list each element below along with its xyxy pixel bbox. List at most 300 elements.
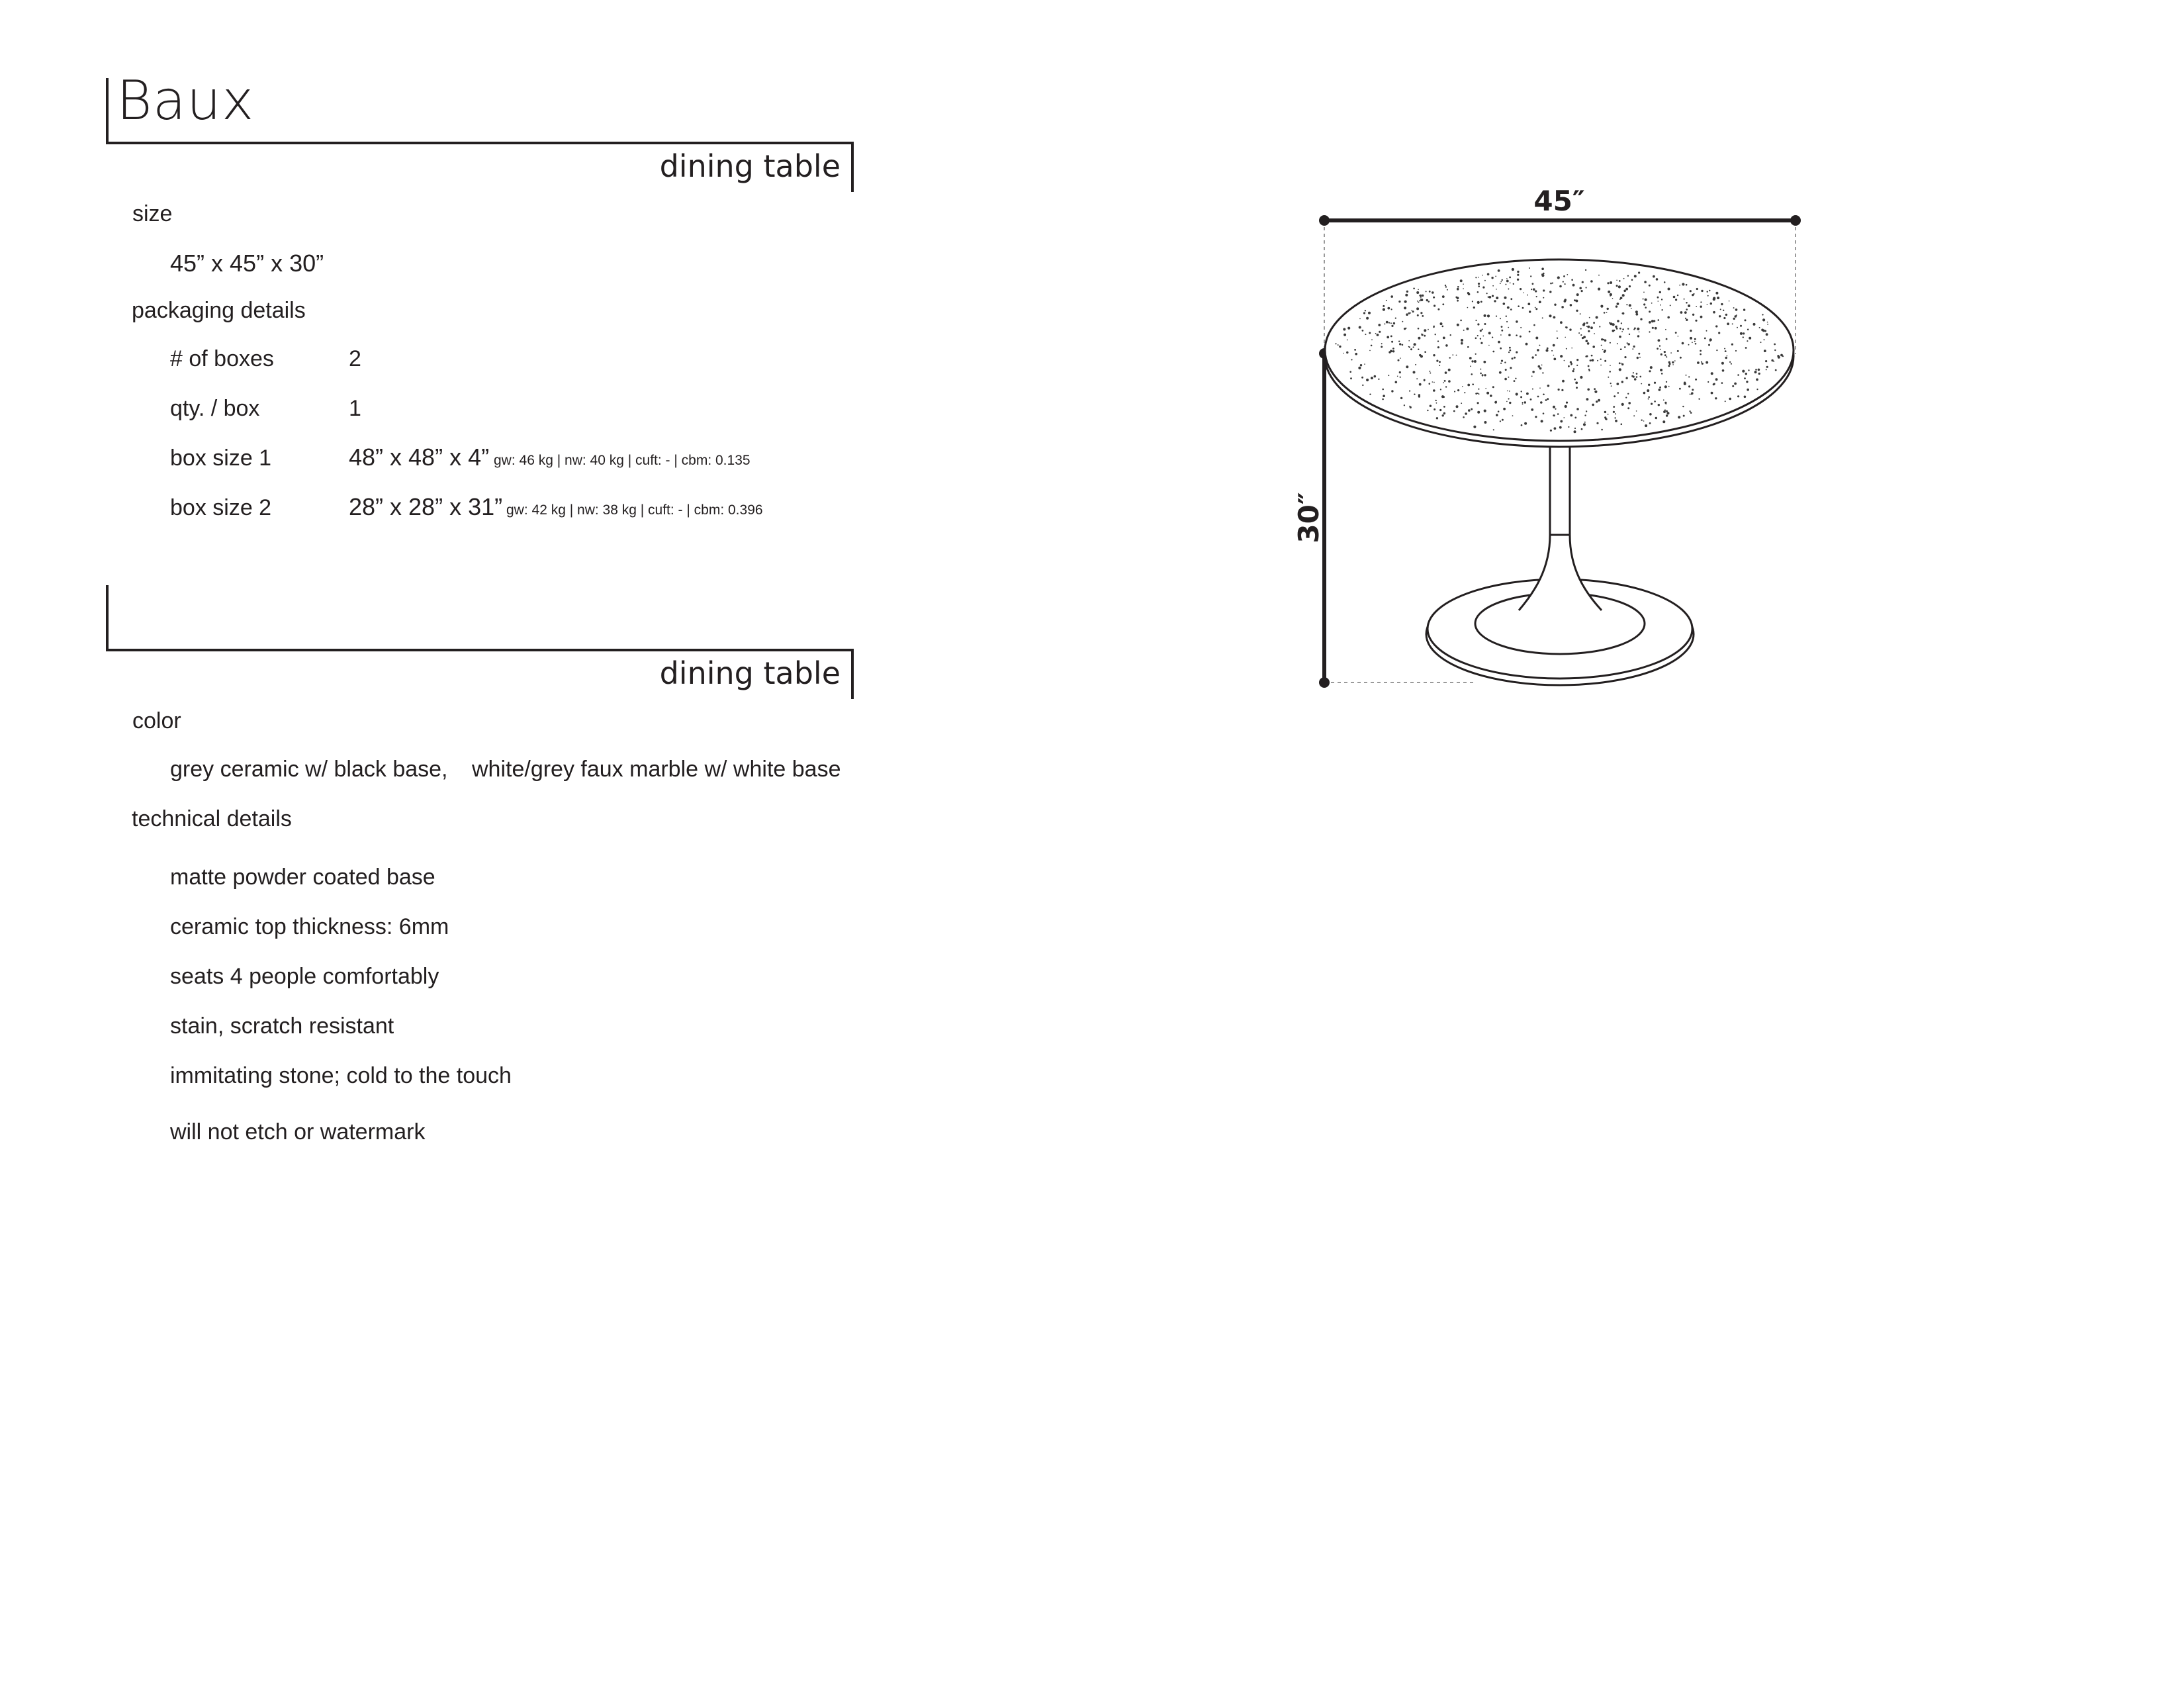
stone-speckle [1609, 371, 1611, 373]
stone-speckle [1494, 300, 1496, 302]
stone-speckle [1608, 291, 1610, 293]
stone-speckle [1508, 327, 1509, 328]
stone-speckle [1531, 289, 1532, 290]
stone-speckle [1613, 406, 1615, 408]
stone-speckle [1682, 406, 1684, 407]
stone-speckle [1413, 371, 1416, 373]
stone-speckle [1735, 350, 1737, 352]
stone-speckle [1557, 330, 1558, 332]
stone-speckle [1743, 336, 1744, 338]
technical-heading: technical details [132, 806, 292, 831]
stone-speckle [1484, 314, 1486, 317]
stone-speckle [1564, 300, 1567, 303]
stone-speckle [1701, 290, 1703, 292]
stone-speckle [1615, 413, 1616, 414]
stone-speckle [1479, 393, 1480, 395]
stone-speckle [1661, 373, 1663, 375]
stone-speckle [1649, 422, 1651, 424]
stone-speckle [1670, 352, 1672, 353]
stone-speckle [1685, 318, 1686, 319]
stone-speckle [1655, 417, 1657, 419]
stone-speckle [1415, 364, 1416, 365]
stone-speckle [1557, 276, 1560, 279]
stone-speckle [1541, 274, 1544, 277]
stone-speckle [1510, 308, 1512, 310]
stone-speckle [1530, 275, 1531, 277]
stone-speckle [1542, 317, 1543, 318]
stone-speckle [1484, 280, 1486, 281]
stone-speckle [1546, 350, 1549, 352]
stone-speckle [1445, 371, 1447, 374]
stone-speckle [1484, 374, 1486, 376]
stone-speckle [1641, 420, 1643, 421]
stone-speckle [1780, 354, 1783, 357]
stone-speckle [1391, 308, 1392, 310]
stone-speckle [1433, 382, 1435, 383]
stone-speckle [1614, 330, 1615, 331]
stone-speckle [1651, 303, 1653, 304]
stone-speckle [1672, 364, 1674, 365]
stone-speckle [1625, 397, 1627, 399]
stone-speckle [1529, 267, 1530, 269]
stone-speckle [1339, 346, 1341, 348]
stone-speckle [1731, 363, 1732, 365]
stone-speckle [1588, 365, 1590, 367]
size-value: 45” x 45” x 30” [170, 250, 324, 277]
stone-speckle [1500, 363, 1502, 364]
stone-speckle [1378, 324, 1381, 326]
stone-speckle [1564, 360, 1565, 361]
stone-speckle [1395, 381, 1398, 384]
stone-speckle [1418, 328, 1420, 330]
stone-speckle [1461, 342, 1463, 345]
stone-speckle [1643, 420, 1645, 422]
stone-speckle [1658, 301, 1659, 302]
stone-speckle [1429, 383, 1431, 385]
stone-speckle [1496, 297, 1498, 299]
stone-speckle [1567, 274, 1568, 275]
stone-speckle [1622, 312, 1624, 314]
stone-speckle [1457, 286, 1459, 288]
stone-speckle [1453, 410, 1455, 412]
stone-speckle [1717, 297, 1719, 299]
stone-speckle [1553, 355, 1555, 356]
stone-speckle [1419, 354, 1421, 356]
stone-speckle [1419, 300, 1420, 301]
box-size-2-details: gw: 42 kg | nw: 38 kg | cuft: - | cbm: 0.396 [506, 502, 763, 518]
height-dimension-label: 30″ [1293, 492, 1325, 543]
stone-speckle [1576, 293, 1579, 296]
stone-speckle [1501, 326, 1503, 328]
stone-speckle [1621, 331, 1623, 332]
stone-speckle [1694, 341, 1696, 342]
stone-speckle [1570, 361, 1572, 363]
stone-speckle [1607, 282, 1609, 284]
stone-speckle [1637, 328, 1639, 330]
stone-speckle [1619, 280, 1621, 282]
stone-speckle [1433, 354, 1435, 356]
stone-speckle [1433, 297, 1435, 299]
stone-speckle [1724, 348, 1725, 350]
stone-speckle [1707, 291, 1708, 293]
stone-speckle [1734, 383, 1737, 385]
stone-speckle [1543, 297, 1544, 299]
stone-speckle [1420, 312, 1422, 314]
stone-speckle [1649, 331, 1650, 332]
stone-speckle [1586, 355, 1588, 357]
stone-speckle [1698, 399, 1700, 400]
stone-speckle [1553, 358, 1556, 361]
stone-speckle [1473, 426, 1476, 428]
stone-speckle [1477, 402, 1479, 404]
stone-speckle [1582, 337, 1584, 339]
stone-speckle [1500, 348, 1502, 350]
stone-speckle [1535, 290, 1537, 292]
stone-speckle [1666, 338, 1668, 340]
stone-speckle [1766, 333, 1768, 336]
stone-speckle [1473, 306, 1475, 308]
stone-speckle [1477, 393, 1479, 394]
stone-speckle [1758, 373, 1760, 375]
stone-speckle [1616, 280, 1617, 281]
stone-speckle [1470, 365, 1471, 367]
stone-speckle [1405, 294, 1408, 297]
stone-speckle [1647, 389, 1649, 392]
stone-speckle [1611, 385, 1612, 387]
stone-speckle [1542, 372, 1543, 373]
stone-speckle [1732, 323, 1733, 324]
stone-speckle [1596, 422, 1598, 424]
stone-speckle [1661, 299, 1662, 300]
stone-speckle [1565, 337, 1566, 338]
stone-speckle [1600, 365, 1602, 366]
stone-speckle [1411, 310, 1412, 311]
stone-speckle [1720, 308, 1721, 310]
stone-speckle [1369, 332, 1371, 334]
stone-speckle [1709, 290, 1710, 291]
stone-speckle [1443, 337, 1445, 340]
stone-speckle [1433, 326, 1435, 328]
stone-speckle [1575, 300, 1578, 303]
stone-speckle [1664, 385, 1667, 388]
stone-speckle [1679, 388, 1681, 390]
stone-speckle [1766, 366, 1768, 368]
stone-speckle [1457, 288, 1459, 291]
stone-speckle [1500, 420, 1501, 422]
stone-speckle [1581, 290, 1583, 292]
stone-speckle [1553, 406, 1555, 408]
stone-speckle [1725, 400, 1726, 402]
stone-speckle [1635, 310, 1638, 313]
stone-speckle [1381, 346, 1383, 348]
stone-speckle [1657, 297, 1659, 299]
stone-speckle [1659, 387, 1661, 389]
stone-speckle [1626, 304, 1627, 305]
stone-speckle [1442, 326, 1444, 328]
color-heading: color [132, 708, 181, 733]
stone-speckle [1587, 326, 1590, 328]
stone-speckle [1386, 300, 1387, 301]
stone-speckle [1766, 369, 1767, 370]
stone-speckle [1690, 412, 1692, 414]
stone-speckle [1545, 399, 1547, 401]
stone-speckle [1486, 392, 1489, 395]
stone-speckle [1583, 423, 1586, 426]
stone-speckle [1504, 378, 1507, 381]
stone-speckle [1746, 381, 1748, 383]
stone-speckle [1493, 429, 1494, 430]
stone-speckle [1764, 339, 1765, 340]
stone-speckle [1670, 305, 1671, 306]
stone-speckle [1619, 299, 1621, 300]
stone-speckle [1700, 306, 1702, 308]
stone-speckle [1498, 341, 1500, 344]
box-size-1-details: gw: 46 kg | nw: 40 kg | cuft: - | cbm: 0.135 [494, 453, 751, 468]
stone-speckle [1623, 290, 1626, 293]
stone-speckle [1507, 391, 1508, 392]
stone-speckle [1448, 380, 1451, 383]
stone-speckle [1629, 334, 1630, 335]
stone-speckle [1778, 356, 1780, 359]
stone-speckle [1668, 361, 1670, 363]
stone-speckle [1383, 305, 1385, 307]
stone-speckle [1634, 275, 1637, 277]
stone-speckle [1616, 285, 1618, 287]
stone-speckle [1700, 301, 1702, 303]
stone-speckle [1543, 412, 1545, 414]
stone-speckle [1617, 392, 1619, 394]
stone-speckle [1725, 350, 1727, 352]
stone-speckle [1433, 408, 1435, 410]
stone-speckle [1574, 428, 1576, 429]
stone-speckle [1643, 303, 1645, 305]
stone-speckle [1445, 285, 1446, 286]
stone-speckle [1721, 362, 1724, 365]
stone-speckle [1347, 327, 1350, 330]
stone-speckle [1456, 405, 1459, 408]
stone-speckle [1532, 283, 1534, 285]
stone-speckle [1494, 401, 1497, 404]
stone-speckle [1417, 301, 1418, 302]
stone-speckle [1480, 369, 1481, 370]
stone-speckle [1516, 334, 1518, 336]
stone-speckle [1689, 410, 1690, 412]
stone-speckle [1338, 344, 1339, 346]
stone-speckle [1527, 295, 1528, 296]
stone-speckle [1541, 365, 1543, 366]
color-option-1: grey ceramic w/ black base, [170, 757, 448, 782]
stone-speckle [1580, 376, 1582, 379]
stone-speckle [1429, 371, 1430, 372]
stone-speckle [1666, 381, 1667, 383]
stone-speckle [1400, 377, 1401, 378]
stone-speckle [1343, 328, 1345, 331]
stone-speckle [1560, 420, 1563, 423]
stone-speckle [1464, 392, 1465, 393]
stone-speckle [1509, 277, 1511, 279]
stone-speckle [1535, 307, 1536, 308]
stone-speckle [1435, 334, 1436, 335]
stone-speckle [1457, 389, 1459, 391]
stone-speckle [1707, 381, 1709, 383]
stone-speckle [1709, 340, 1711, 342]
stone-speckle [1729, 398, 1731, 400]
stone-speckle [1657, 348, 1659, 350]
stone-speckle [1402, 344, 1404, 346]
stone-speckle [1623, 278, 1625, 279]
stone-speckle [1767, 324, 1768, 325]
stone-speckle [1755, 369, 1757, 371]
stone-speckle [1574, 430, 1576, 433]
stone-speckle [1469, 357, 1472, 359]
stone-speckle [1664, 402, 1666, 404]
stone-speckle [1492, 351, 1494, 353]
stone-speckle [1418, 349, 1419, 350]
stone-speckle [1397, 376, 1398, 377]
stone-speckle [1601, 429, 1603, 431]
stone-speckle [1463, 283, 1464, 285]
stone-speckle [1475, 277, 1477, 278]
stone-speckle [1435, 400, 1437, 401]
stone-speckle [1729, 361, 1731, 363]
stone-speckle [1576, 408, 1579, 410]
stone-speckle [1463, 288, 1464, 289]
stone-speckle [1576, 387, 1578, 389]
stone-speckle [1552, 283, 1553, 284]
stone-speckle [1503, 408, 1506, 410]
stone-speckle [1418, 395, 1420, 397]
stone-speckle [1455, 297, 1457, 299]
stone-speckle [1627, 275, 1629, 277]
stone-speckle [1610, 295, 1611, 297]
boxes-count-value: 2 [349, 346, 361, 371]
stone-speckle [1570, 414, 1572, 417]
stone-speckle [1346, 352, 1348, 353]
stone-speckle [1682, 342, 1684, 345]
stone-speckle [1531, 408, 1533, 411]
box-size-2-dims: 28” x 28” x 31” [349, 493, 503, 520]
stone-speckle [1618, 285, 1621, 288]
stone-speckle [1579, 287, 1582, 290]
stone-speckle [1581, 428, 1583, 430]
stone-speckle [1694, 338, 1696, 340]
stone-speckle [1558, 389, 1560, 391]
stone-speckle [1386, 321, 1388, 324]
stone-speckle [1530, 399, 1532, 400]
stone-speckle [1417, 314, 1419, 316]
stone-speckle [1416, 307, 1419, 310]
stone-speckle [1760, 342, 1762, 343]
stone-speckle [1554, 304, 1556, 306]
stone-speckle [1695, 343, 1697, 345]
stone-speckle [1524, 401, 1526, 403]
stone-speckle [1571, 279, 1573, 281]
stone-speckle [1715, 292, 1718, 295]
stone-speckle [1369, 394, 1371, 395]
stone-speckle [1454, 391, 1455, 392]
stone-speckle [1562, 380, 1565, 383]
stone-speckle [1636, 410, 1637, 412]
stone-speckle [1733, 318, 1735, 320]
stone-speckle [1571, 348, 1572, 349]
stone-speckle [1409, 391, 1410, 392]
boxes-count-label: # of boxes [170, 346, 274, 371]
stone-speckle [1592, 404, 1594, 406]
stone-speckle [1449, 357, 1451, 358]
stone-speckle [1355, 353, 1357, 355]
stone-speckle [1570, 364, 1572, 365]
stone-speckle [1531, 356, 1533, 358]
stone-speckle [1758, 369, 1760, 371]
stone-speckle [1774, 344, 1776, 346]
stone-speckle [1729, 301, 1730, 302]
stone-speckle [1604, 411, 1606, 413]
stone-speckle [1722, 369, 1725, 372]
stone-speckle [1478, 389, 1479, 390]
stone-speckle [1619, 368, 1621, 371]
stone-speckle [1700, 316, 1703, 318]
stone-speckle [1601, 345, 1602, 346]
stone-speckle [1664, 354, 1666, 356]
stone-speckle [1601, 338, 1603, 340]
stone-speckle [1445, 386, 1447, 387]
stone-speckle [1467, 307, 1469, 308]
stone-speckle [1737, 395, 1739, 397]
stone-speckle [1465, 412, 1467, 415]
technical-item: matte powder coated base [170, 865, 435, 890]
stone-speckle [1627, 328, 1629, 330]
stone-speckle [1517, 274, 1519, 276]
stone-speckle [1648, 397, 1650, 399]
stone-speckle [1371, 345, 1373, 347]
stone-speckle [1492, 337, 1493, 338]
width-dimension-endpoint [1790, 215, 1801, 226]
stone-speckle [1506, 321, 1508, 322]
stone-speckle [1359, 326, 1361, 329]
stone-speckle [1506, 316, 1507, 317]
box-size-1-dims: 48” x 48” x 4” [349, 444, 490, 471]
stone-speckle [1649, 285, 1651, 287]
stone-speckle [1525, 343, 1528, 346]
stone-speckle [1610, 365, 1611, 366]
stone-speckle [1520, 396, 1522, 398]
stone-speckle [1442, 295, 1445, 298]
stone-speckle [1582, 281, 1584, 283]
stone-speckle [1480, 373, 1482, 375]
stone-speckle [1487, 273, 1490, 276]
stone-speckle [1668, 365, 1670, 367]
stone-speckle [1483, 361, 1486, 363]
stone-speckle [1754, 371, 1757, 373]
stone-speckle [1573, 368, 1575, 370]
stone-speckle [1622, 328, 1624, 330]
stone-speckle [1554, 427, 1557, 430]
stone-speckle [1400, 357, 1401, 359]
stone-speckle [1413, 346, 1414, 348]
stone-speckle [1743, 308, 1745, 310]
stone-speckle [1467, 346, 1469, 348]
stone-speckle [1508, 398, 1510, 399]
stone-speckle [1428, 329, 1429, 330]
stone-speckle [1643, 392, 1646, 395]
stone-speckle [1488, 332, 1491, 334]
stone-speckle [1619, 328, 1621, 330]
stone-speckle [1445, 344, 1448, 347]
stone-speckle [1740, 332, 1743, 335]
stone-speckle [1351, 359, 1352, 360]
stone-speckle [1560, 355, 1563, 357]
stone-speckle [1682, 283, 1684, 285]
